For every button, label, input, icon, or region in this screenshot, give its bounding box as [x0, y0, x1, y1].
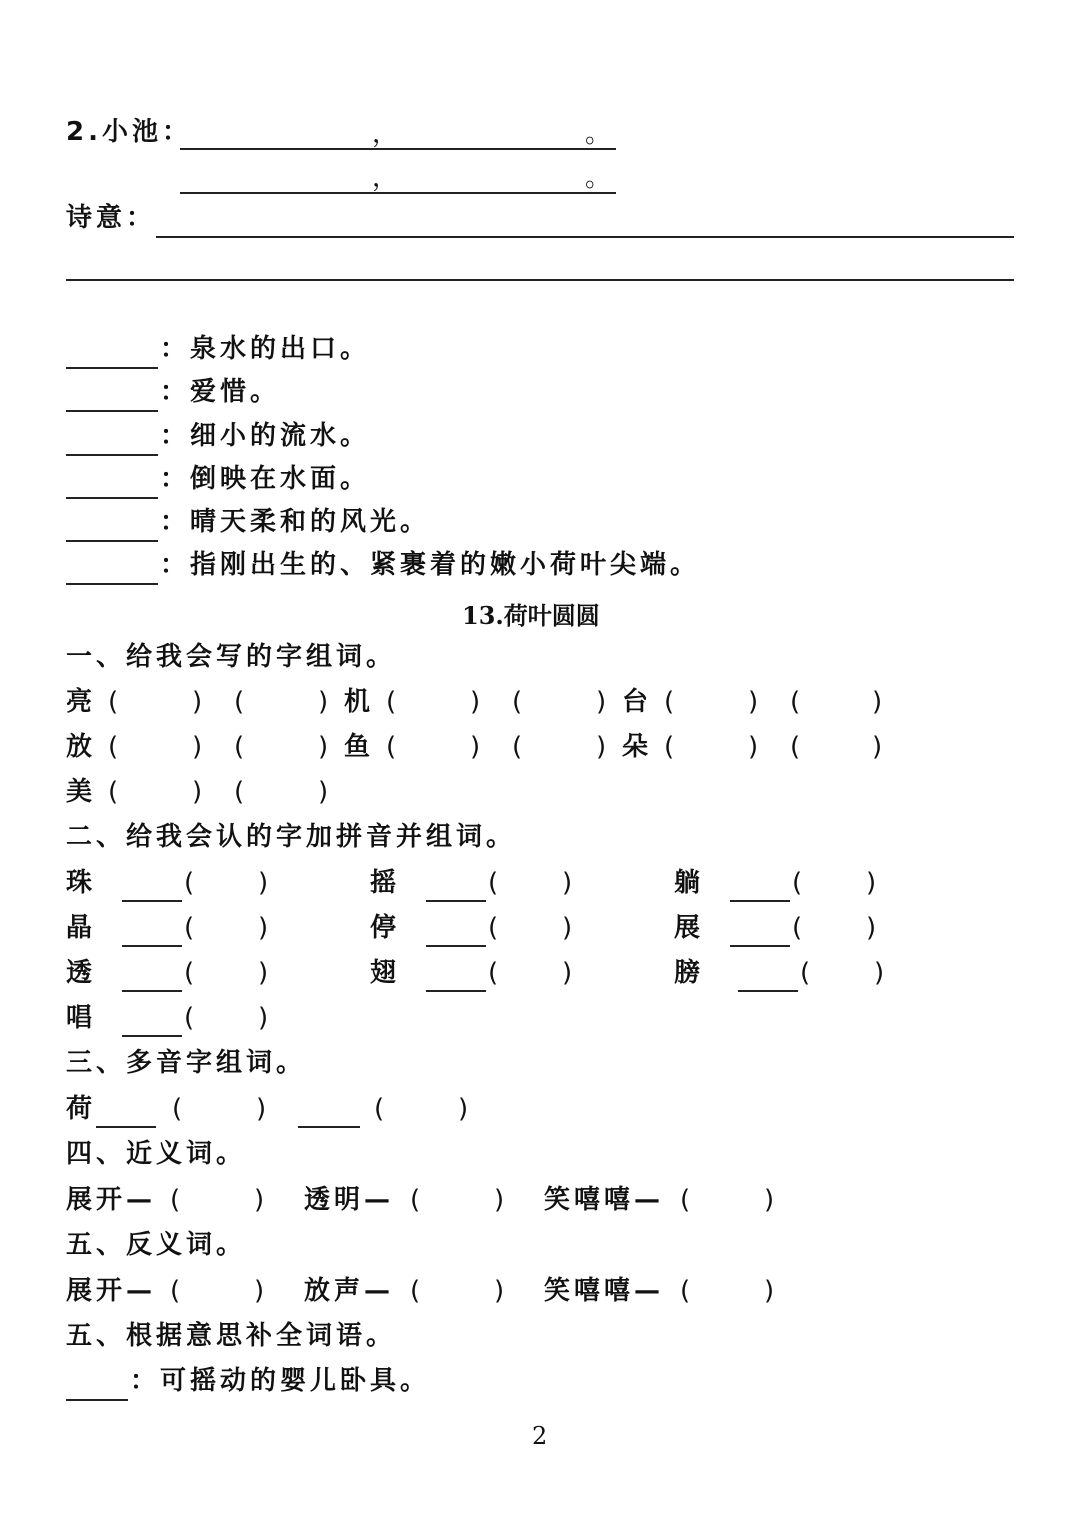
paren-open: (	[488, 868, 499, 898]
paren-close: )	[254, 1185, 265, 1215]
write-char: 机	[344, 687, 375, 717]
pinyin-blank[interactable]	[122, 990, 182, 992]
paren-close: )	[258, 1003, 269, 1033]
pinyin-blank[interactable]	[730, 945, 790, 947]
section-heading: 四、近义词。	[66, 1139, 247, 1169]
paren-close: )	[562, 958, 573, 988]
paren-open: (	[410, 1276, 421, 1306]
paren-close: )	[258, 913, 269, 943]
paren-close: )	[192, 732, 203, 762]
paren-open: (	[234, 777, 245, 807]
paren-open: (	[184, 868, 195, 898]
paren-close: )	[748, 732, 759, 762]
write-char: 亮	[66, 687, 97, 717]
paren-close: )	[562, 868, 573, 898]
paren-close: )	[494, 1276, 505, 1306]
pinyin-blank[interactable]	[122, 945, 182, 947]
paren-close: )	[748, 687, 759, 717]
recognize-char: 翅	[370, 958, 401, 988]
polyphone-blank[interactable]	[298, 1126, 360, 1128]
paren-open: (	[790, 732, 801, 762]
fill-word-def: ：可摇动的婴儿卧具。	[130, 1366, 431, 1396]
paren-open: (	[680, 1276, 691, 1306]
vocab-blank[interactable]	[66, 583, 158, 585]
paren-open: (	[234, 732, 245, 762]
paren-open: (	[386, 687, 397, 717]
pinyin-blank[interactable]	[738, 990, 798, 992]
recognize-char: 珠	[66, 868, 97, 898]
paren-open: (	[664, 687, 675, 717]
paren-open: (	[488, 913, 499, 943]
paren-close: )	[470, 732, 481, 762]
vocab-def: ：泉水的出口。	[160, 334, 371, 364]
vocab-blank[interactable]	[66, 410, 158, 412]
vocab-def: ：指刚出生的、紧裹着的嫩小荷叶尖端。	[160, 550, 701, 580]
paren-close: )	[192, 687, 203, 717]
paren-open: (	[664, 732, 675, 762]
paren-open: (	[184, 958, 195, 988]
paren-close: )	[866, 868, 877, 898]
paren-open: (	[792, 868, 803, 898]
paren-open: (	[374, 1094, 385, 1124]
recognize-char: 透	[66, 958, 97, 988]
paren-close: )	[596, 732, 607, 762]
paren-open: (	[386, 732, 397, 762]
poem-meaning-line-2[interactable]	[66, 279, 1014, 281]
paren-open: (	[108, 777, 119, 807]
paren-close: )	[872, 732, 883, 762]
paren-close: )	[458, 1094, 469, 1124]
poem-comma-2: ，	[372, 163, 403, 193]
paren-close: )	[872, 687, 883, 717]
poem-comma-1: ，	[372, 119, 403, 149]
vocab-def: ：爱惜。	[160, 377, 281, 407]
pinyin-blank[interactable]	[426, 945, 486, 947]
paren-open: (	[792, 913, 803, 943]
paren-open: (	[170, 1185, 181, 1215]
paren-close: )	[764, 1185, 775, 1215]
antonym-word: 笑嘻嘻—	[544, 1276, 665, 1306]
write-char: 放	[66, 732, 97, 762]
paren-close: )	[256, 1094, 267, 1124]
paren-open: (	[790, 687, 801, 717]
paren-close: )	[596, 687, 607, 717]
recognize-char: 唱	[66, 1003, 97, 1033]
fill-word-blank[interactable]	[66, 1399, 128, 1401]
paren-close: )	[866, 913, 877, 943]
section-heading: 一、给我会写的字组词。	[66, 642, 397, 672]
poem-period-2: 。	[585, 163, 616, 193]
synonym-word: 笑嘻嘻—	[544, 1185, 665, 1215]
paren-close: )	[562, 913, 573, 943]
antonym-word: 放声—	[304, 1276, 395, 1306]
paren-open: (	[170, 1276, 181, 1306]
vocab-def: ：晴天柔和的风光。	[160, 507, 431, 537]
vocab-def: ：细小的流水。	[160, 421, 371, 451]
section-heading: 二、给我会认的字加拼音并组词。	[66, 822, 517, 852]
pinyin-blank[interactable]	[426, 990, 486, 992]
antonym-word: 展开—	[66, 1276, 157, 1306]
paren-close: )	[318, 732, 329, 762]
paren-open: (	[108, 732, 119, 762]
poem-period-1: 。	[585, 119, 616, 149]
recognize-char: 展	[674, 913, 705, 943]
pinyin-blank[interactable]	[122, 1035, 182, 1037]
paren-open: (	[512, 687, 523, 717]
paren-close: )	[318, 687, 329, 717]
paren-open: (	[184, 1003, 195, 1033]
paren-close: )	[254, 1276, 265, 1306]
synonym-word: 透明—	[304, 1185, 395, 1215]
paren-close: )	[192, 777, 203, 807]
poem-meaning-line-1[interactable]	[156, 236, 1014, 238]
write-char: 朵	[622, 732, 653, 762]
paren-close: )	[874, 958, 885, 988]
pinyin-blank[interactable]	[122, 900, 182, 902]
synonym-word: 展开—	[66, 1185, 157, 1215]
paren-open: (	[108, 687, 119, 717]
poem-label: 2.小池：	[66, 117, 192, 147]
section-heading: 三、多音字组词。	[66, 1048, 307, 1078]
recognize-char: 躺	[674, 868, 705, 898]
poem-meaning-label: 诗意：	[66, 203, 157, 233]
vocab-def: ：倒映在水面。	[160, 464, 371, 494]
write-char: 鱼	[344, 732, 375, 762]
pinyin-blank[interactable]	[426, 900, 486, 902]
paren-open: (	[488, 958, 499, 988]
recognize-char: 晶	[66, 913, 97, 943]
paren-open: (	[184, 913, 195, 943]
paren-open: (	[680, 1185, 691, 1215]
recognize-char: 膀	[674, 958, 705, 988]
paren-close: )	[494, 1185, 505, 1215]
paren-open: (	[172, 1094, 183, 1124]
section-heading: 五、根据意思补全词语。	[66, 1321, 397, 1351]
recognize-char: 摇	[370, 868, 401, 898]
polyphone-char: 荷	[66, 1094, 97, 1124]
recognize-char: 停	[370, 913, 401, 943]
paren-close: )	[258, 958, 269, 988]
vocab-blank[interactable]	[66, 540, 158, 542]
paren-close: )	[764, 1276, 775, 1306]
page-number: 2	[532, 1422, 548, 1450]
paren-close: )	[470, 687, 481, 717]
paren-close: )	[258, 868, 269, 898]
paren-open: (	[800, 958, 811, 988]
write-char: 台	[622, 687, 653, 717]
vocab-blank[interactable]	[66, 497, 158, 499]
paren-open: (	[512, 732, 523, 762]
paren-open: (	[234, 687, 245, 717]
paren-open: (	[410, 1185, 421, 1215]
pinyin-blank[interactable]	[730, 900, 790, 902]
section-heading: 五、反义词。	[66, 1230, 247, 1260]
lesson-title: 13.荷叶圆圆	[462, 601, 600, 630]
paren-close: )	[318, 777, 329, 807]
write-char: 美	[66, 777, 97, 807]
polyphone-blank[interactable]	[96, 1126, 156, 1128]
vocab-blank[interactable]	[66, 454, 158, 456]
vocab-blank[interactable]	[66, 367, 158, 369]
